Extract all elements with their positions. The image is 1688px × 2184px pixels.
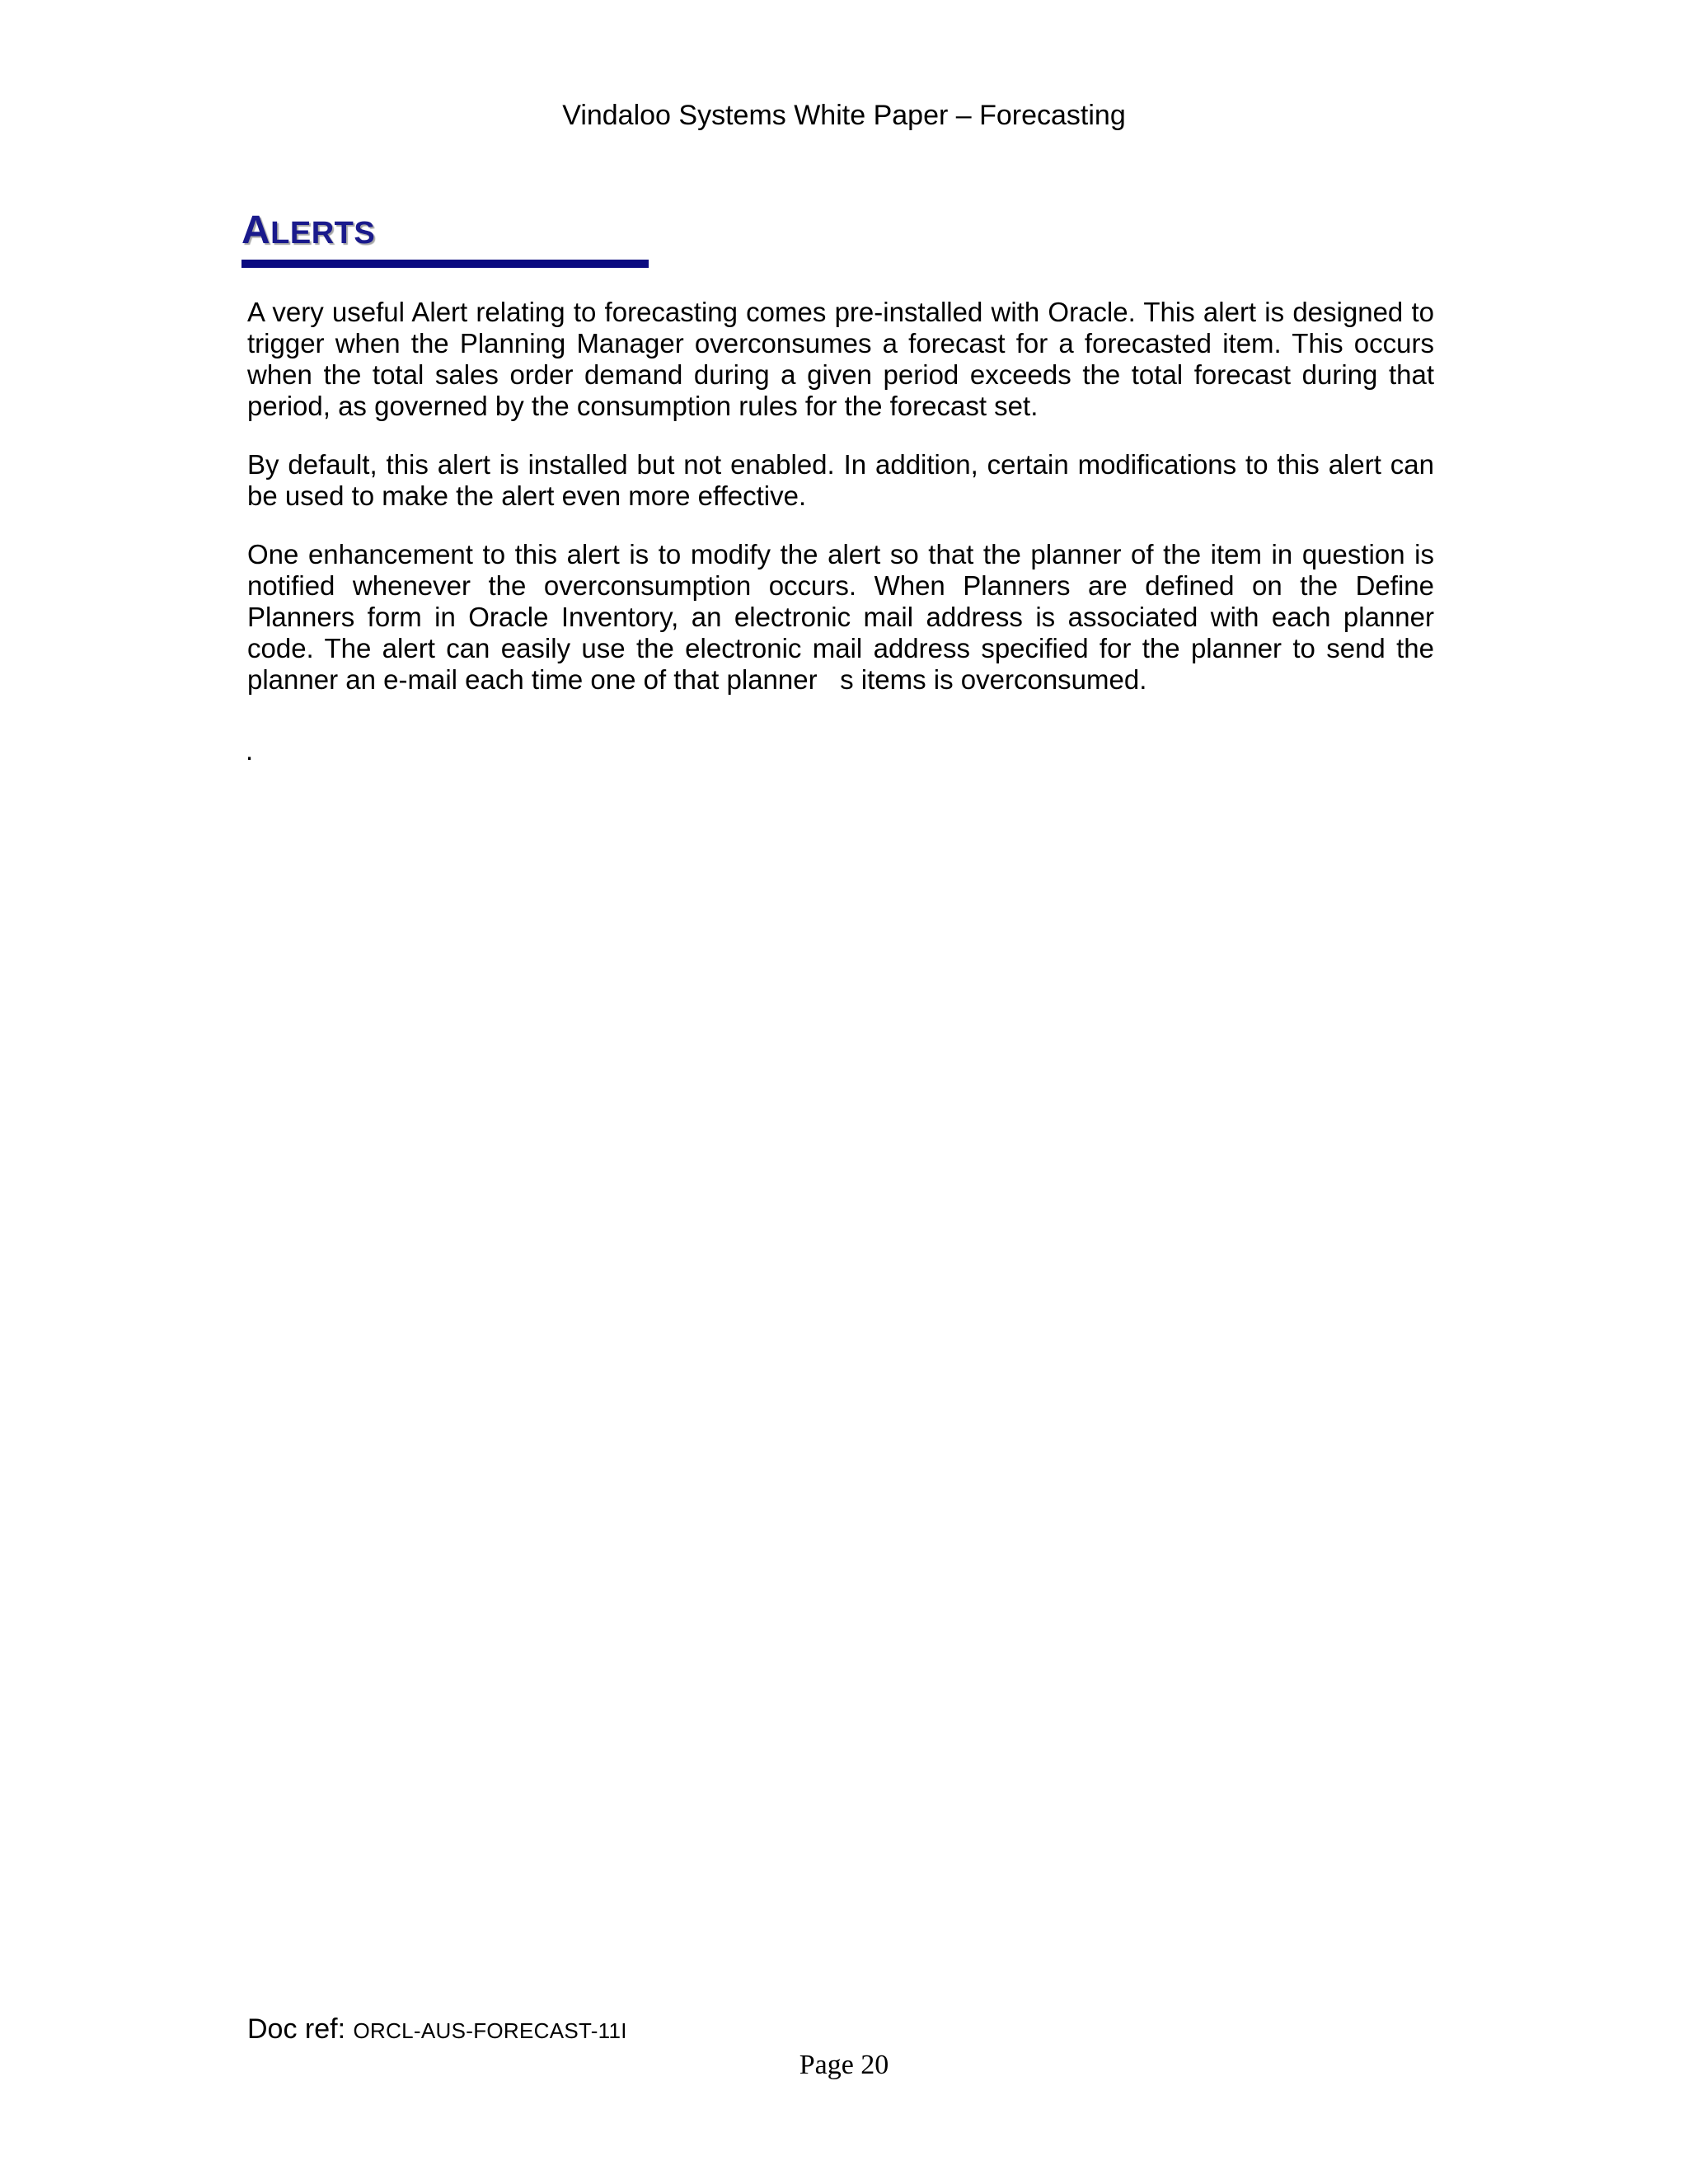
paragraph: By default, this alert is installed but not enabled. In addition, certain modifications to this alert can be used to make the alert even more effective.: [247, 449, 1434, 511]
section-heading: [241, 210, 375, 254]
page-header: Vindaloo Systems White Paper – Forecasting: [562, 100, 1126, 131]
doc-reference: [247, 2011, 627, 2049]
section-title: [241, 210, 375, 254]
section-title-initial: A: [241, 209, 271, 252]
paragraph: A very useful Alert relating to forecasting comes pre-installed with Oracle. This alert is designed to trigger when the Planning Manager overconsumes a forecast for a forecasted item. This occurs when the total sales order demand during a given period exceeds the total forecast during that period, as governed by the consumption rules for the forecast set.: [247, 297, 1434, 421]
section-title-rest: LERTS: [270, 216, 376, 251]
doc-ref-label: Doc ref:: [247, 2013, 354, 2045]
body-text: [247, 297, 1442, 723]
page-number: Page 20: [799, 2050, 889, 2080]
doc-ref-code: ORCL-AUS-FORECAST-11I: [353, 2018, 627, 2043]
trailing-period: .: [246, 735, 254, 766]
paragraph: One enhancement to this alert is to modify the alert so that the planner of the item in question is notified whenever the overconsumption occurs. When Planners are defined on the Define Planners form in Oracle Inventory, an electronic mail address is associated with each planner code. The alert can easily use the electronic mail address specified for the planner to send the planner an e-mail each time one of that planner s items is overconsumed.: [247, 539, 1442, 695]
section-title-underline: [241, 260, 649, 268]
